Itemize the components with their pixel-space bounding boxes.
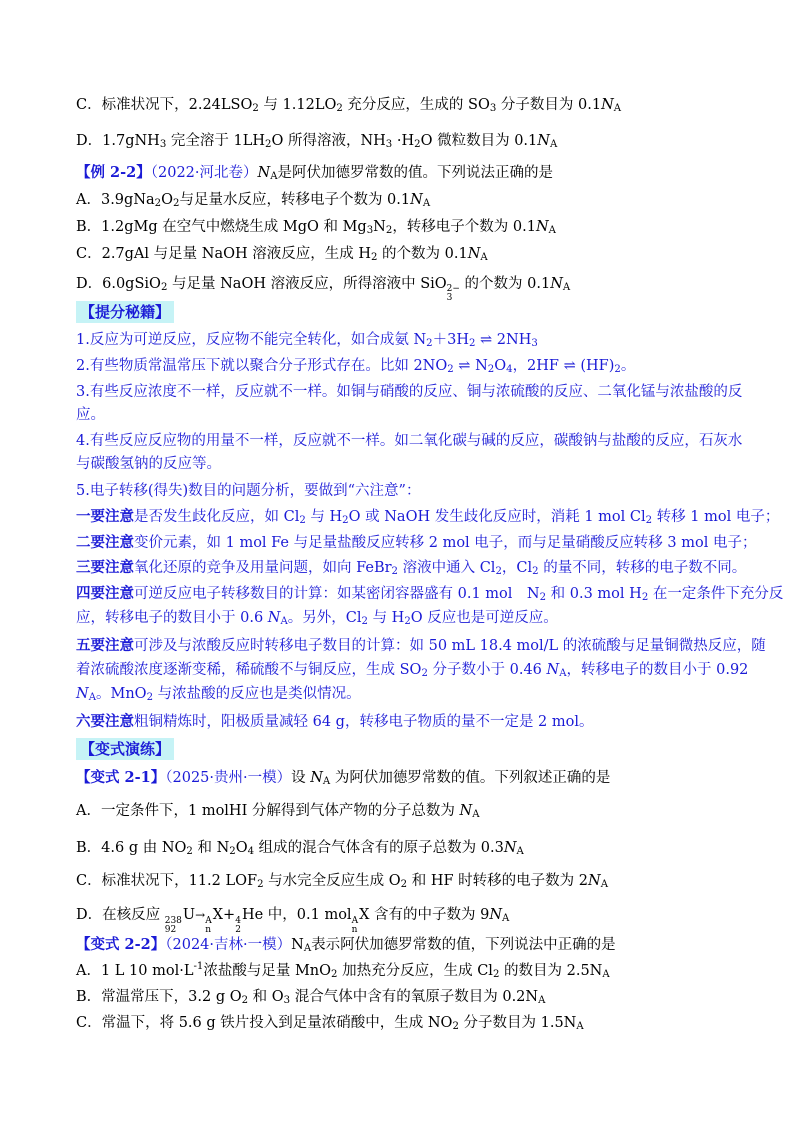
text: 1.7gNH bbox=[102, 133, 160, 149]
text: 的数目为 2.5N bbox=[499, 963, 603, 979]
text: 混合气体中含有的氧原子数目为 0.2N bbox=[290, 989, 539, 1005]
note-2 bbox=[76, 533, 756, 553]
mass-number: 4 bbox=[235, 916, 241, 926]
tip-line-5: 5.电子转移(得失)数目的问题分析，要做到“六注意”： bbox=[76, 483, 421, 499]
text: 2.有些物质常温常压下就以聚合分子形式存在。比如 2NO bbox=[76, 358, 448, 374]
text: N bbox=[216, 840, 230, 856]
na-symbol: N bbox=[76, 686, 89, 702]
text: C．2.7gAl 与足量 NaOH 溶液反应，生成 H bbox=[76, 246, 371, 262]
nuclide-numbers bbox=[352, 917, 359, 935]
text: SO bbox=[230, 97, 253, 113]
example-2-2-option-c bbox=[76, 244, 488, 264]
text: 。 bbox=[620, 358, 636, 374]
text: 2.24L bbox=[188, 97, 231, 113]
tip-line-2 bbox=[76, 356, 635, 376]
subscript: 2 bbox=[146, 692, 154, 703]
atomic-number: 2 bbox=[235, 925, 241, 935]
subscript: A bbox=[422, 198, 431, 209]
text: 。MnO bbox=[96, 686, 147, 702]
text: O bbox=[324, 97, 337, 113]
subscript: 2 bbox=[391, 566, 398, 577]
text: NO bbox=[161, 840, 187, 856]
text: O bbox=[235, 840, 248, 856]
text: 含有的中子数为 bbox=[369, 907, 481, 923]
example-2-2-option-a bbox=[76, 190, 430, 210]
subscript: 2 bbox=[265, 139, 272, 150]
text: 分解得到气体产物的分子总数为 bbox=[247, 803, 460, 819]
text: 在一定条件下充分反 bbox=[648, 586, 784, 602]
note-keyword: 四要注意 bbox=[76, 585, 134, 602]
tip-line-1 bbox=[76, 330, 538, 350]
option-d-prev bbox=[76, 131, 557, 151]
subscript: A bbox=[472, 809, 480, 820]
text: 分子数小于 0.46 bbox=[427, 662, 547, 678]
text: 和 bbox=[192, 840, 217, 856]
subscript: 2 bbox=[468, 338, 476, 349]
text: 2NH bbox=[496, 332, 532, 348]
text: 组成的混合气体含有的原子总数为 bbox=[254, 840, 481, 856]
text: O bbox=[388, 873, 401, 889]
subscript: 2 bbox=[241, 995, 249, 1006]
subscript: A bbox=[562, 282, 571, 293]
text: B． bbox=[76, 840, 102, 856]
mass-number: A bbox=[205, 916, 212, 926]
text: ＋3H bbox=[432, 332, 469, 348]
note-3 bbox=[76, 558, 746, 578]
tips-header: 【提分秘籍】 bbox=[76, 301, 174, 323]
subscript: 4 bbox=[506, 364, 513, 375]
text: 应，转移电子的数目小于 0.6 bbox=[76, 610, 268, 626]
text: 与浓盐酸的反应也是类似情况。 bbox=[153, 686, 361, 702]
na-symbol: N bbox=[503, 840, 517, 856]
subscript: A bbox=[548, 225, 556, 236]
subscript: 2 bbox=[160, 282, 168, 293]
text: 是否发生歧化反应，如 Cl bbox=[134, 509, 300, 525]
note-keyword: 二要注意 bbox=[76, 534, 134, 551]
subscript: 2 bbox=[331, 969, 338, 980]
text: ，2HF bbox=[512, 358, 559, 374]
text: 溶液中通入 Cl bbox=[398, 560, 496, 576]
subscript: 3 bbox=[531, 338, 538, 349]
variant-2-1-stem bbox=[76, 768, 610, 788]
na-symbol: N bbox=[588, 873, 601, 889]
text: 可逆反应电子转移数目的计算：如某密闭容器盛有 0.1 mol N bbox=[134, 586, 540, 602]
subscript: 3 bbox=[283, 995, 291, 1006]
text: 氧化还原的竞争及用量问题，如向 FeBr bbox=[134, 560, 392, 576]
subscript: A bbox=[538, 995, 546, 1006]
example-tag: 【例 2-2】 bbox=[76, 164, 151, 181]
ion-charge bbox=[447, 285, 460, 303]
variant-tag: 【变式 2-1】 bbox=[76, 769, 166, 786]
subscript: A bbox=[576, 1021, 584, 1032]
tip-line-4a: 4.有些反应反应物的用量不一样，反应就不一样。如二氧化碳与碱的反应，碳酸钠与盐酸的反应，石灰水 bbox=[76, 433, 743, 449]
text: 可涉及与浓酸反应时转移电子数目的计算：如 50 mL 18.4 mol/L 的浓硫酸与足量铜微热反应，随 bbox=[134, 638, 766, 654]
text: N bbox=[475, 358, 488, 374]
na-symbol: N bbox=[489, 907, 503, 923]
subscript: 2 bbox=[252, 103, 259, 114]
text: O bbox=[494, 358, 507, 374]
na-symbol: N bbox=[546, 662, 560, 678]
text: O bbox=[271, 133, 284, 149]
text: D． bbox=[76, 133, 103, 149]
subscript: 2 bbox=[539, 592, 547, 603]
nuclide-numbers bbox=[235, 917, 241, 935]
subscript: A bbox=[270, 171, 278, 182]
text: 与 H bbox=[305, 509, 343, 525]
na-symbol: N bbox=[459, 803, 473, 819]
variant-source: （2024·吉林·一模） bbox=[165, 937, 292, 953]
text: 与水完全反应生成 bbox=[263, 873, 389, 889]
text: 由 bbox=[138, 840, 162, 856]
note-4 bbox=[76, 584, 783, 604]
subscript: 3 bbox=[159, 139, 167, 150]
equilibrium-arrow-icon: ⇌ bbox=[453, 358, 476, 374]
text: C．标准状况下， bbox=[76, 873, 189, 889]
example-2-2-option-d bbox=[76, 274, 570, 303]
text: ，转移电子个数为 0.1 bbox=[392, 219, 536, 235]
example-2-2-stem bbox=[76, 163, 553, 183]
subscript: 4 bbox=[247, 846, 255, 857]
subscript: A bbox=[502, 913, 510, 924]
text: 与足量 NaOH 溶液反应，所得溶液中 SiO bbox=[167, 276, 447, 292]
text: 表示阿伏加德罗常数的值，下列说法中正确的是 bbox=[311, 937, 616, 953]
subscript: 2 bbox=[257, 879, 264, 890]
text: 粗铜精炼时，阳极质量减轻 64 g，转移电子物质的量不一定是 2 mol。 bbox=[134, 714, 594, 730]
text: 与足量水反应，转移电子个数为 0.1 bbox=[179, 192, 411, 208]
text: 。另外，Cl bbox=[287, 610, 362, 626]
note-5 bbox=[76, 636, 766, 656]
text: 2 bbox=[578, 873, 588, 889]
atomic-number: n bbox=[205, 925, 212, 935]
subscript: A bbox=[303, 943, 312, 954]
subscript: 2 bbox=[186, 846, 193, 857]
text: 和 bbox=[407, 873, 431, 889]
text: 1.12L bbox=[282, 97, 325, 113]
text: B．1.2gMg 在空气中燃烧生成 MgO 和 Mg bbox=[76, 219, 367, 235]
subscript: A bbox=[516, 846, 524, 857]
subscript: 2 bbox=[426, 338, 433, 349]
superscript: -1 bbox=[193, 961, 204, 972]
subscript: A bbox=[280, 616, 288, 627]
equilibrium-arrow-icon: ⇌ bbox=[475, 332, 497, 348]
text: C．标准状况下， bbox=[76, 97, 189, 113]
text: A．3.9gNa bbox=[76, 192, 155, 208]
text: 和 0.3 mol H bbox=[546, 586, 642, 602]
subscript: 3 bbox=[446, 293, 453, 303]
text: NH bbox=[360, 133, 386, 149]
subscript: 2 bbox=[492, 969, 500, 980]
na-symbol: N bbox=[310, 770, 323, 786]
na-symbol: N bbox=[257, 165, 271, 181]
text: D．6.0gSiO bbox=[76, 276, 161, 292]
text: 中， bbox=[263, 907, 297, 923]
text: 与 bbox=[258, 97, 283, 113]
text: 微粒数目为 bbox=[432, 133, 515, 149]
text: D．在核反应 bbox=[76, 907, 165, 923]
text: 的个数为 0.1 bbox=[377, 246, 468, 262]
text: C．常温下，将 5.6 g 铁片投入到足量浓硝酸中，生成 NO bbox=[76, 1015, 453, 1031]
na-symbol: N bbox=[410, 192, 423, 208]
text: ·H bbox=[392, 133, 415, 149]
note-keyword: 六要注意 bbox=[76, 713, 134, 730]
subscript: A bbox=[602, 969, 610, 980]
text: 1LH bbox=[233, 133, 265, 149]
variant-2-2-option-a bbox=[76, 961, 610, 981]
variant-source: （2025·贵州·一模） bbox=[165, 770, 292, 786]
superscript: 2− bbox=[446, 284, 460, 294]
mass-number: 238 bbox=[164, 916, 182, 926]
text: 为阿伏加德罗常数的值。下列叙述正确的是 bbox=[330, 770, 611, 786]
text: B．常温常压下，3.2 g O bbox=[76, 989, 242, 1005]
text: 的个数为 0.1 bbox=[459, 276, 551, 292]
subscript: 2 bbox=[229, 846, 236, 857]
subscript: 2 bbox=[342, 515, 349, 526]
note-5-cont bbox=[76, 660, 748, 680]
subscript: 3 bbox=[366, 225, 374, 236]
variant-2-2-stem bbox=[76, 935, 616, 955]
subscript: A bbox=[480, 252, 488, 263]
subscript: 2 bbox=[173, 198, 180, 209]
variant-2-2-option-b bbox=[76, 987, 545, 1007]
na-symbol: N bbox=[467, 246, 481, 262]
variant-2-1-option-d bbox=[76, 905, 509, 935]
element-symbol: X bbox=[212, 907, 224, 923]
subscript: 2 bbox=[532, 566, 539, 577]
note-keyword: 一要注意 bbox=[76, 508, 134, 525]
text: 充分反应，生成的 bbox=[342, 97, 469, 113]
subscript: 2 bbox=[641, 592, 649, 603]
subscript: 2 bbox=[400, 879, 408, 890]
option-c-prev bbox=[76, 95, 621, 115]
note-keyword: 三要注意 bbox=[76, 559, 134, 576]
text: SO bbox=[468, 97, 490, 113]
subscript: 2 bbox=[371, 252, 378, 263]
text: 0.1 mol bbox=[296, 907, 352, 923]
na-symbol: N bbox=[550, 276, 563, 292]
text: 0.1 bbox=[578, 97, 602, 113]
subscript: A bbox=[600, 879, 608, 890]
text: 的量不同，转移的电子数不同。 bbox=[538, 560, 747, 576]
nuclide-numbers bbox=[165, 917, 182, 935]
text: 1.反应为可逆反应，反应物不能完全转化，如合成氨 N bbox=[76, 332, 427, 348]
subscript: 2 bbox=[614, 364, 621, 375]
na-symbol: N bbox=[537, 133, 550, 149]
example-2-2-option-b bbox=[76, 217, 556, 237]
variant-2-2-option-c bbox=[76, 1013, 584, 1033]
note-5-cont2 bbox=[76, 684, 361, 704]
subscript: 2 bbox=[361, 616, 368, 627]
text: N bbox=[373, 219, 386, 235]
text: 9 bbox=[480, 907, 490, 923]
variant-2-1-option-c bbox=[76, 871, 608, 891]
text: O bbox=[161, 192, 173, 208]
variant-2-1-option-b bbox=[76, 838, 524, 858]
note-4-cont bbox=[76, 608, 558, 628]
practice-header: 【变式演练】 bbox=[76, 738, 174, 760]
subscript: 2 bbox=[154, 198, 162, 209]
text: 0.1 bbox=[514, 133, 538, 149]
na-symbol: N bbox=[267, 610, 281, 626]
tip-line-3a: 3.有些反应浓度不一样，反应就不一样。如铜与硝酸的反应、铜与浓硫酸的反应、二氧化锰与浓盐酸的反 bbox=[76, 384, 743, 400]
text: A．一定条件下， bbox=[76, 803, 188, 819]
subscript: A bbox=[559, 668, 567, 679]
text: ，转移电子的数目小于 0.92 bbox=[566, 662, 749, 678]
note-keyword: 五要注意 bbox=[76, 637, 134, 654]
subscript: 2 bbox=[385, 225, 393, 236]
subscript: A bbox=[613, 103, 622, 114]
text: O 反应也是可逆反应。 bbox=[410, 610, 558, 626]
text: 变价元素，如 1 mol Fe 与足量盐酸反应转移 2 mol 电子，而与足量硝酸反应转移 3 mol 电子； bbox=[134, 535, 757, 551]
mass-number: A bbox=[351, 916, 359, 926]
text: O bbox=[420, 133, 433, 149]
text: N bbox=[291, 937, 304, 953]
text: 转移 1 mol 电子； bbox=[652, 509, 780, 525]
na-symbol: N bbox=[601, 97, 614, 113]
subscript: 2 bbox=[336, 103, 343, 114]
variant-2-1-option-a bbox=[76, 801, 480, 821]
text: 所得溶液， bbox=[283, 133, 361, 149]
text: 时转移的电子数为 bbox=[453, 873, 579, 889]
text: 是阿伏加德罗常数的值。下列说法正确的是 bbox=[277, 165, 554, 181]
subscript: A bbox=[322, 776, 331, 787]
nuclide-numbers bbox=[205, 917, 212, 935]
note-6 bbox=[76, 712, 594, 732]
text: ，Cl bbox=[501, 560, 533, 576]
text: 加热充分反应，生成 Cl bbox=[337, 963, 493, 979]
text: 11.2 LOF bbox=[188, 873, 258, 889]
text: + bbox=[223, 907, 236, 923]
text: HF bbox=[430, 873, 454, 889]
element-symbol: X bbox=[359, 907, 370, 923]
text: 分子数目为 bbox=[496, 97, 579, 113]
subscript: 2 bbox=[299, 515, 306, 526]
text: 分子数目为 1.5N bbox=[458, 1015, 577, 1031]
text: 与 H bbox=[367, 610, 405, 626]
reaction-arrow-icon: → bbox=[195, 908, 206, 922]
element-symbol: He bbox=[241, 907, 264, 923]
subscript: 2 bbox=[421, 668, 428, 679]
subscript: A bbox=[549, 139, 558, 150]
text: 完全溶于 bbox=[166, 133, 234, 149]
na-symbol: N bbox=[535, 219, 549, 235]
subscript: 2 bbox=[452, 1021, 459, 1032]
text: 和 O bbox=[248, 989, 284, 1005]
subscript: 2 bbox=[447, 364, 454, 375]
equilibrium-arrow-icon: ⇌ bbox=[559, 358, 581, 374]
variant-tag: 【变式 2-2】 bbox=[76, 936, 166, 953]
text: 着浓硫酸浓度逐渐变稀，稀硫酸不与铜反应，生成 SO bbox=[76, 662, 422, 678]
subscript: 2 bbox=[487, 364, 495, 375]
text: A．1 L 10 mol·L bbox=[76, 963, 194, 979]
example-source: （2022·河北卷） bbox=[150, 165, 258, 181]
note-1 bbox=[76, 507, 779, 527]
subscript: 2 bbox=[495, 566, 502, 577]
text: (HF) bbox=[580, 358, 615, 374]
atomic-number: n bbox=[351, 925, 358, 935]
subscript: A bbox=[88, 692, 96, 703]
tip-line-3b: 应。 bbox=[76, 407, 105, 423]
subscript: 2 bbox=[645, 515, 653, 526]
text: 0.3 bbox=[480, 840, 504, 856]
text: 1 molHI bbox=[187, 803, 248, 819]
text: 设 bbox=[291, 770, 311, 786]
subscript: 2 bbox=[414, 139, 421, 150]
text: 4.6 g bbox=[101, 840, 139, 856]
subscript: 3 bbox=[489, 103, 497, 114]
atomic-number: 92 bbox=[164, 925, 177, 935]
subscript: 2 bbox=[404, 616, 411, 627]
text: O 或 NaOH 发生歧化反应时，消耗 1 mol Cl bbox=[348, 509, 646, 525]
element-symbol: U bbox=[182, 907, 196, 923]
tip-line-4b: 与碳酸氢钠的反应等。 bbox=[76, 456, 221, 472]
text: 浓盐酸与足量 MnO bbox=[203, 963, 332, 979]
subscript: 3 bbox=[385, 139, 393, 150]
